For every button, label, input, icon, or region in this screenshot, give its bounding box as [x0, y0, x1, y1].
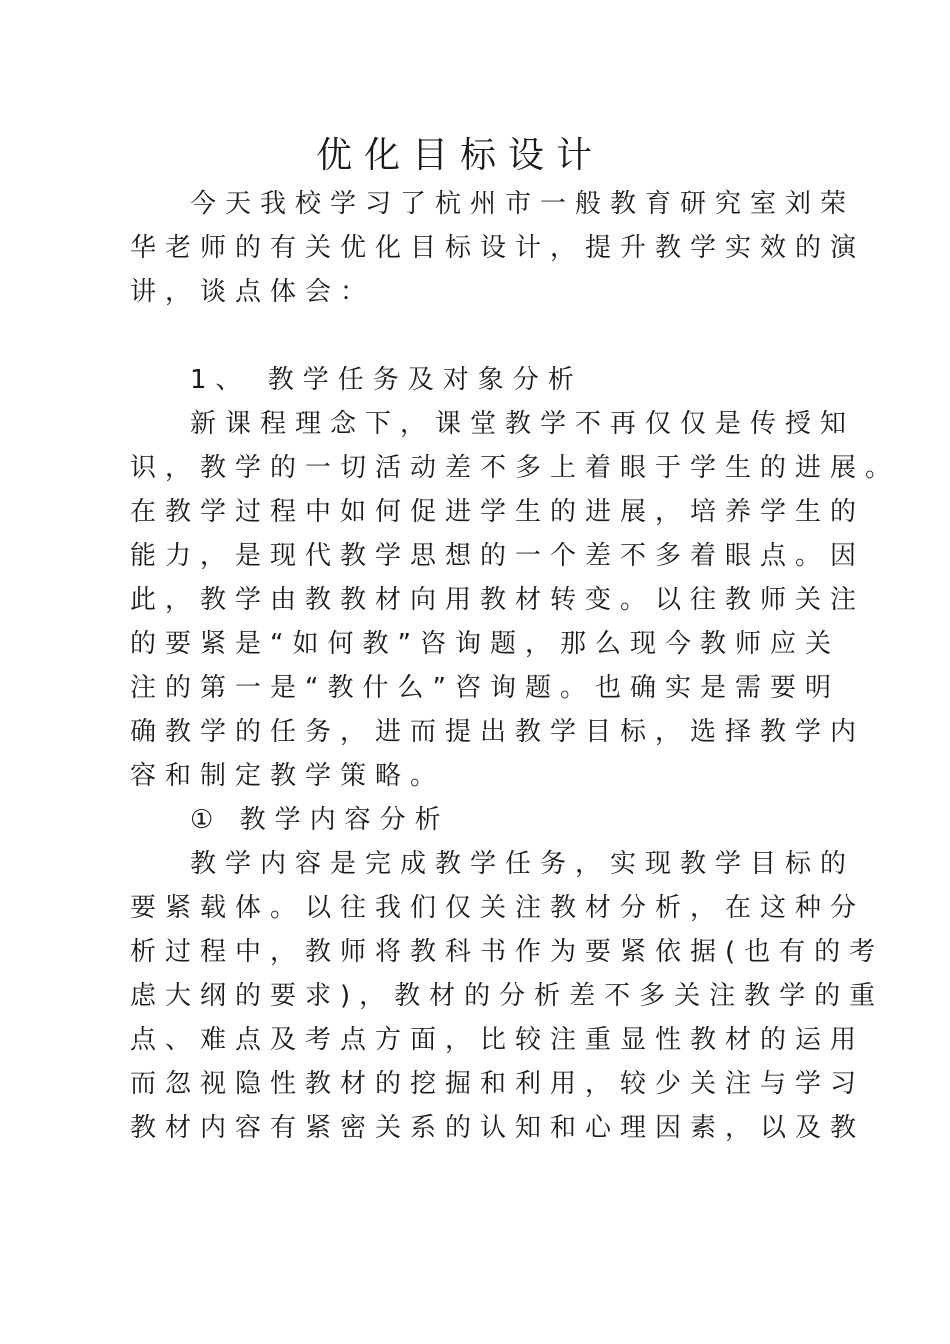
paragraph-line: 能力，是现代教学思想的一个差不多着眼点。因 — [130, 541, 866, 571]
document-title: 优化目标设计 — [315, 135, 604, 176]
paragraph-line: 确教学的任务，进而提出教学目标，选择教学内 — [130, 717, 866, 747]
paragraph-line: 要紧载体。以往我们仅关注教材分析，在这种分 — [130, 893, 866, 923]
paragraph-line: 识，教学的一切活动差不多上着眼于学生的进展。 — [130, 453, 901, 483]
paragraph-line: 此，教学由教教材向用教材转变。以往教师关注 — [130, 585, 866, 615]
paragraph-line: 在教学过程中如何促进学生的进展，培养学生的 — [130, 497, 866, 527]
section-heading: 1、 教学任务及对象分析 — [190, 365, 583, 395]
subsection-heading: ① 教学内容分析 — [190, 805, 450, 835]
paragraph-line: 教学内容是完成教学任务，实现教学目标的 — [190, 849, 856, 879]
paragraph-line: 的要紧是“如何教”咨询题，那么现今教师应关 — [130, 629, 840, 659]
paragraph-line: 容和制定教学策略。 — [130, 761, 446, 791]
paragraph-line: 华老师的有关优化目标设计，提升教学实效的演 — [130, 233, 866, 263]
paragraph-line: 注的第一是“教什么”咨询题。也确实是需要明 — [130, 673, 840, 703]
paragraph-line: 虑大纲的要求)，教材的分析差不多关注教学的重 — [130, 981, 885, 1011]
paragraph-line: 今天我校学习了杭州市一般教育研究室刘荣 — [190, 189, 856, 219]
paragraph-line: 讲，谈点体会： — [130, 277, 376, 307]
paragraph-line: 而忽视隐性教材的挖掘和利用，较少关注与学习 — [130, 1069, 866, 1099]
paragraph-line: 教材内容有紧密关系的认知和心理因素，以及教 — [130, 1113, 866, 1143]
paragraph-line: 点、难点及考点方面，比较注重显性教材的运用 — [130, 1025, 866, 1055]
paragraph-line: 新课程理念下，课堂教学不再仅仅是传授知 — [190, 409, 856, 439]
paragraph-line: 析过程中，教师将教科书作为要紧依据(也有的考 — [130, 937, 885, 967]
